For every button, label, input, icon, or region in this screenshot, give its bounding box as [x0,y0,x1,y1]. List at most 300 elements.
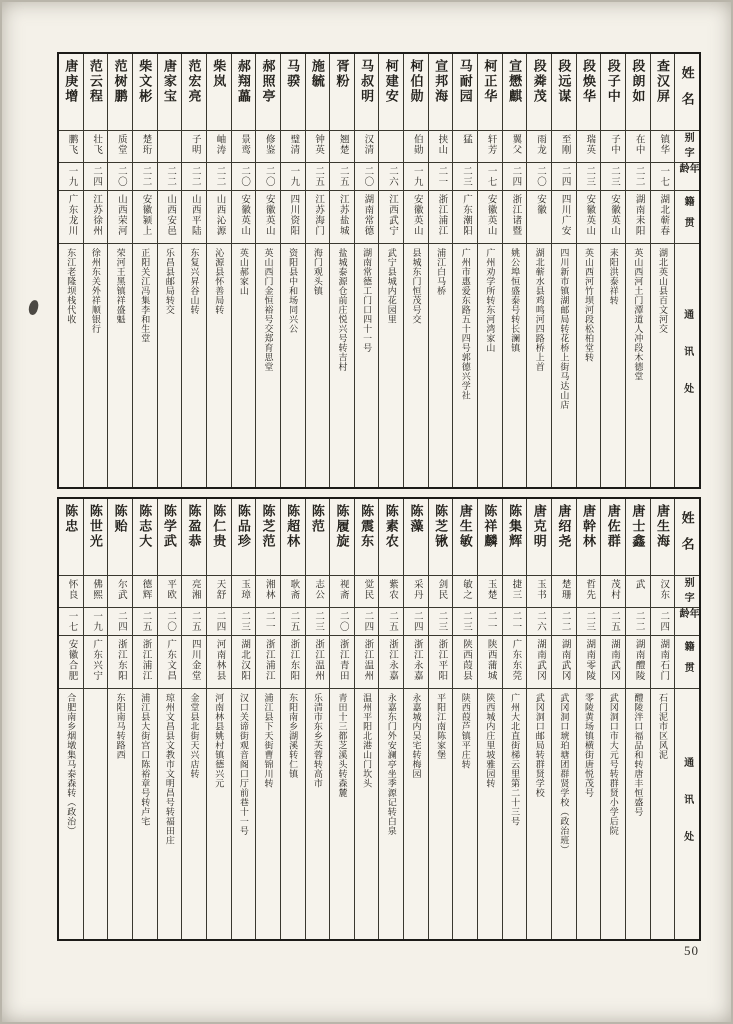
person-addr: 英山西河竹坝河段松柏堂转 [584,248,595,362]
person-column [625,499,650,939]
person-zi-cell [256,130,280,162]
person-age: 二四 [411,611,422,632]
person-name: 柯正华 [482,59,498,104]
person-addr: 平阳江南陈家堡 [436,693,447,760]
person-zi-cell [232,575,256,607]
person-name: 陈履旋 [334,504,350,549]
person-age: 二四 [91,166,102,187]
person-native-cell [379,635,403,688]
person-zi: 轩芳 [485,134,496,155]
person-native: 安徽英山 [411,194,422,236]
person-name: 段粦茂 [531,59,547,104]
person-native: 浙江诸暨 [510,194,521,236]
person-age-cell [552,162,576,190]
person-addr-cell [108,688,132,939]
person-age: 二二 [140,166,151,187]
person-column [625,54,650,487]
person-age-cell [626,162,650,190]
person-age-cell [601,162,625,190]
person-zi: 质堂 [115,134,126,155]
person-addr: 英山郝家山 [238,248,249,296]
person-native: 四川资阳 [288,194,299,236]
person-name: 马叔明 [359,59,375,104]
person-native: 湖南石门 [658,639,669,681]
person-column [378,499,403,939]
person-zi: 武 [633,579,644,590]
person-native: 四川金堂 [189,639,200,681]
person-column [255,499,280,939]
person-name: 陈藻 [408,504,424,534]
person-addr: 武宁县城内花园里 [386,248,397,324]
person-native: 湖南武冈 [534,639,545,681]
person-zi: 天舒 [214,579,225,600]
person-zi: 瑞英 [584,134,595,155]
person-addr-cell [256,688,280,939]
person-addr-cell [577,688,601,939]
person-addr: 盐城泰源仓前庄悦兴号转吉村 [337,248,348,372]
person-addr-cell [158,243,182,487]
person-native-cell [404,635,428,688]
person-zi: 在中 [633,134,644,155]
person-name-cell [182,54,206,130]
person-native-cell [330,190,354,243]
person-zi: 玉楚 [485,579,496,600]
person-zi: 志公 [313,579,324,600]
person-native-cell [207,635,231,688]
person-name-cell [404,499,428,575]
person-native: 广东兴宁 [91,639,102,681]
person-zi-cell [207,575,231,607]
person-zi: 哲先 [584,579,595,600]
person-addr-cell [84,688,108,939]
person-zi-cell [404,130,428,162]
person-addr-cell [379,243,403,487]
person-column [305,54,330,487]
person-addr-cell [330,243,354,487]
person-name-cell [651,54,675,130]
person-addr: 乐清市东乡芙蓉转高市 [312,693,323,788]
person-column [206,54,231,487]
person-addr-cell [626,688,650,939]
person-column [354,54,379,487]
person-addr-cell [59,243,83,487]
person-addr-cell [478,243,502,487]
person-age-cell [379,607,403,635]
person-native: 河南林县 [214,639,225,681]
person-name: 柯伯勋 [408,59,424,104]
person-native: 湖北蕲春 [658,194,669,236]
person-native-cell [306,190,330,243]
person-zi-cell [379,130,403,162]
person-zi-cell [182,130,206,162]
person-age: 二一 [263,611,274,632]
person-column [255,54,280,487]
person-zi-cell [182,575,206,607]
person-native-cell [429,190,453,243]
person-addr-cell [503,688,527,939]
person-column [452,499,477,939]
person-addr-cell [232,688,256,939]
person-name-cell [552,54,576,130]
person-zi-cell [527,575,551,607]
person-age-cell [429,162,453,190]
person-age-cell [379,162,403,190]
person-native: 广东东莞 [510,639,521,681]
person-column [157,499,182,939]
person-age-cell [626,607,650,635]
person-column [132,499,157,939]
person-zi: 怀良 [66,579,77,600]
person-name: 柴文彬 [137,59,153,104]
row-label-zi-cell [675,575,699,607]
person-zi: 捷三 [510,579,521,600]
person-name-cell [429,499,453,575]
person-addr: 河南林县姚村镇德兴元 [214,693,225,788]
person-column [477,54,502,487]
person-addr: 青田十三都芝溪头转森麓 [337,693,348,798]
person-native-cell [59,635,83,688]
person-name-cell [182,499,206,575]
person-addr: 广州劝学所转东河湾家山 [485,248,496,353]
person-native-cell [256,190,280,243]
person-name: 施毓 [309,59,325,89]
person-native-cell [527,190,551,243]
person-native: 浙江温州 [362,639,373,681]
person-age: 一七 [658,166,669,187]
person-age-cell [84,607,108,635]
row-label-age-cell [675,607,699,635]
person-zi: 挟山 [436,134,447,155]
person-zi-cell [158,130,182,162]
person-name-cell [281,499,305,575]
directory-table-bottom [57,497,701,941]
person-name-cell [84,499,108,575]
person-addr-cell [651,688,675,939]
person-addr: 英山西门金恒裕号交郑育思堂 [263,248,274,372]
person-age: 二二 [189,166,200,187]
person-addr: 零陵黄场镇横街唐悦茂号 [584,693,595,798]
person-addr-cell [552,688,576,939]
person-native-cell [453,190,477,243]
person-age: 二五 [140,611,151,632]
person-age-cell [182,162,206,190]
person-addr: 石门泥市区风泥 [658,693,669,760]
person-native-cell [281,635,305,688]
scan-ink-mark [28,299,40,316]
person-name: 陈集辉 [507,504,523,549]
person-name: 段子中 [605,59,621,104]
person-native-cell [158,190,182,243]
person-zi: 汉东 [658,579,669,600]
person-name-cell [207,54,231,130]
person-name-cell [453,54,477,130]
person-addr-cell [182,688,206,939]
person-age: 二〇 [362,166,373,187]
person-native-cell [404,190,428,243]
person-zi: 敏之 [461,579,472,600]
person-zi-cell [108,130,132,162]
person-age: 一九 [411,166,422,187]
person-zi: 汉清 [362,134,373,155]
person-name-cell [552,499,576,575]
person-age-cell [527,162,551,190]
person-age: 二〇 [337,611,348,632]
person-addr-cell [207,688,231,939]
person-name-cell [133,54,157,130]
person-age: 二三 [313,611,324,632]
person-name: 马骙 [285,59,301,89]
person-age-cell [330,162,354,190]
person-name: 宣邦海 [433,59,449,104]
person-zi-cell [232,130,256,162]
person-age-cell [429,607,453,635]
person-name-cell [281,54,305,130]
person-name-cell [330,499,354,575]
person-native-cell [577,635,601,688]
person-native-cell [207,190,231,243]
person-age-cell [478,162,502,190]
person-addr-cell [527,688,551,939]
person-addr: 温州平阳北港山门坎头 [362,693,373,788]
person-addr-cell [133,688,157,939]
person-name-cell [527,499,551,575]
person-zi-cell [59,575,83,607]
person-addr-cell [281,688,305,939]
person-zi-cell [478,575,502,607]
person-name: 陈素农 [383,504,399,549]
person-zi: 觉民 [362,579,373,600]
person-column [354,499,379,939]
person-native: 安徽合肥 [66,639,77,681]
person-addr-cell [355,688,379,939]
person-zi: 翼父 [510,134,521,155]
person-age: 二五 [288,611,299,632]
person-zi-cell [281,575,305,607]
person-name-cell [59,54,83,130]
person-age: 二四 [362,611,373,632]
person-zi: 湘林 [263,579,274,600]
person-native-cell [158,635,182,688]
person-name: 唐生海 [655,504,671,549]
person-native-cell [503,190,527,243]
person-native: 浙江东阳 [115,639,126,681]
person-name: 范宏亮 [186,59,202,104]
person-native-cell [552,635,576,688]
person-age-cell [108,162,132,190]
person-addr: 湖北蕲水县鸡鸣河四路桥上首 [534,248,545,372]
person-native-cell [355,635,379,688]
person-zi-cell [651,575,675,607]
person-column [600,499,625,939]
person-addr: 徐州东关外祥顺银行 [90,248,101,334]
person-native: 山西荣河 [115,194,126,236]
person-zi: 亮湘 [189,579,200,600]
person-addr: 陕西葭芦镇平庄转 [460,693,471,769]
person-zi-cell [158,575,182,607]
row-label-addr-cell [675,243,699,487]
person-name: 陈贻 [112,504,128,534]
person-zi-cell [207,130,231,162]
person-age: 二一 [436,166,447,187]
person-addr: 琼州文昌县文教市文明昌号转福田庄 [164,693,175,845]
person-age: 二〇 [239,166,250,187]
person-addr: 永嘉东门外安澜亭坐季源记转白泉 [386,693,397,836]
person-native-cell [133,635,157,688]
person-native: 安徽英山 [239,194,250,236]
directory-table-top [57,52,701,489]
person-zi-cell [453,130,477,162]
person-native: 湖南武冈 [559,639,570,681]
row-label-name: 姓名 [679,66,695,118]
person-native-cell [84,190,108,243]
person-native-cell [503,635,527,688]
person-addr: 广州大北直街梯云里第二十三号 [510,693,521,826]
person-age: 二三 [461,166,472,187]
person-addr-cell [207,243,231,487]
person-zi: 至刚 [559,134,570,155]
person-name-cell [478,54,502,130]
row-label-native-cell [675,190,699,243]
person-addr: 海门观头镇 [312,248,323,296]
person-name: 陈祥麟 [482,504,498,549]
person-column [280,54,305,487]
person-zi: 德辉 [140,579,151,600]
person-zi-cell [355,575,379,607]
person-addr: 荣河王黑镇祥盛魁 [115,248,126,324]
person-name-cell [232,499,256,575]
person-zi: 岫涛 [214,134,225,155]
person-zi: 雨龙 [534,134,545,155]
person-native: 江苏盐城 [337,194,348,236]
person-name: 郝翔藟 [235,59,251,104]
person-zi: 楚珩 [140,134,151,155]
person-zi-cell [478,130,502,162]
person-age: 二一 [510,611,521,632]
person-addr-cell [601,243,625,487]
person-addr-cell [651,243,675,487]
person-addr-cell [84,243,108,487]
person-name: 范云程 [87,59,103,104]
person-name-cell [651,499,675,575]
person-zi: 伯勋 [411,134,422,155]
person-age-cell [503,607,527,635]
person-name: 段远谋 [556,59,572,104]
person-name-cell [379,54,403,130]
person-name-cell [577,499,601,575]
person-native-cell [182,190,206,243]
person-addr-cell [404,688,428,939]
person-name-cell [158,54,182,130]
row-label-addr-cell [675,688,699,939]
person-zi-cell [453,575,477,607]
person-addr: 湖北英山县百文河交 [658,248,669,334]
person-age: 二三 [436,611,447,632]
person-addr: 乐昌县邮局转交 [164,248,175,315]
person-addr: 永嘉城内吴宅转梅园 [411,693,422,779]
person-zi: 镇华 [658,134,669,155]
person-name-cell [503,499,527,575]
person-age-cell [527,607,551,635]
person-name-cell [478,499,502,575]
person-age: 二一 [485,611,496,632]
person-name-cell [158,499,182,575]
row-header-column [674,499,699,939]
person-age: 二四 [510,166,521,187]
person-name-cell [256,499,280,575]
person-column [107,54,132,487]
person-column [650,54,675,487]
person-age-cell [158,162,182,190]
person-age: 二三 [584,611,595,632]
person-addr-cell [478,688,502,939]
person-column [650,499,675,939]
person-addr-cell [182,243,206,487]
person-zi: 钟英 [313,134,324,155]
person-age-cell [256,607,280,635]
person-zi-cell [256,575,280,607]
person-column [526,54,551,487]
person-age-cell [453,162,477,190]
person-addr: 资阳县中和场同兴公 [288,248,299,334]
person-name-cell [108,54,132,130]
person-age-cell [601,607,625,635]
person-addr-cell [453,243,477,487]
person-addr-cell [281,243,305,487]
person-native-cell [108,635,132,688]
person-column [502,499,527,939]
person-column [477,499,502,939]
person-native: 浙江东阳 [288,639,299,681]
person-age: 一九 [288,166,299,187]
person-native: 浙江浦江 [140,639,151,681]
person-addr: 东阳南乡湖溪转仁镇 [288,693,299,779]
person-native-cell [281,190,305,243]
person-addr: 陕西城内庄里坡雅园转 [485,693,496,788]
person-native-cell [429,635,453,688]
person-age: 一九 [66,166,77,187]
person-zi-cell [330,575,354,607]
person-name: 陈震东 [359,504,375,549]
person-name-cell [232,54,256,130]
person-age-cell [552,607,576,635]
person-native: 安徽英山 [608,194,619,236]
person-name-cell [330,54,354,130]
person-age: 二五 [313,166,324,187]
person-name: 唐生敏 [457,504,473,549]
person-name: 陈志大 [137,504,153,549]
person-addr-cell [330,688,354,939]
person-native-cell [355,190,379,243]
person-age-cell [281,607,305,635]
person-age-cell [306,607,330,635]
person-addr-cell [158,688,182,939]
person-native: 陕西葭县 [461,639,472,681]
row-label-age: 年龄 [677,608,699,622]
person-addr-cell [503,243,527,487]
person-native-cell [306,635,330,688]
person-name: 陈忠 [63,504,79,534]
person-name-cell [355,499,379,575]
person-age: 二二 [633,611,644,632]
person-age-cell [133,607,157,635]
person-zi: 尔武 [115,579,126,600]
person-addr: 四川新市镇湖邮局转花桥上街马达山店 [559,248,570,410]
person-zi: 平欧 [165,579,176,600]
person-addr: 合肥南乡烟墩集马泰森转（政治） [66,693,77,836]
person-zi-cell [84,130,108,162]
person-column [576,54,601,487]
person-addr: 沁源县怀善局转 [214,248,225,315]
